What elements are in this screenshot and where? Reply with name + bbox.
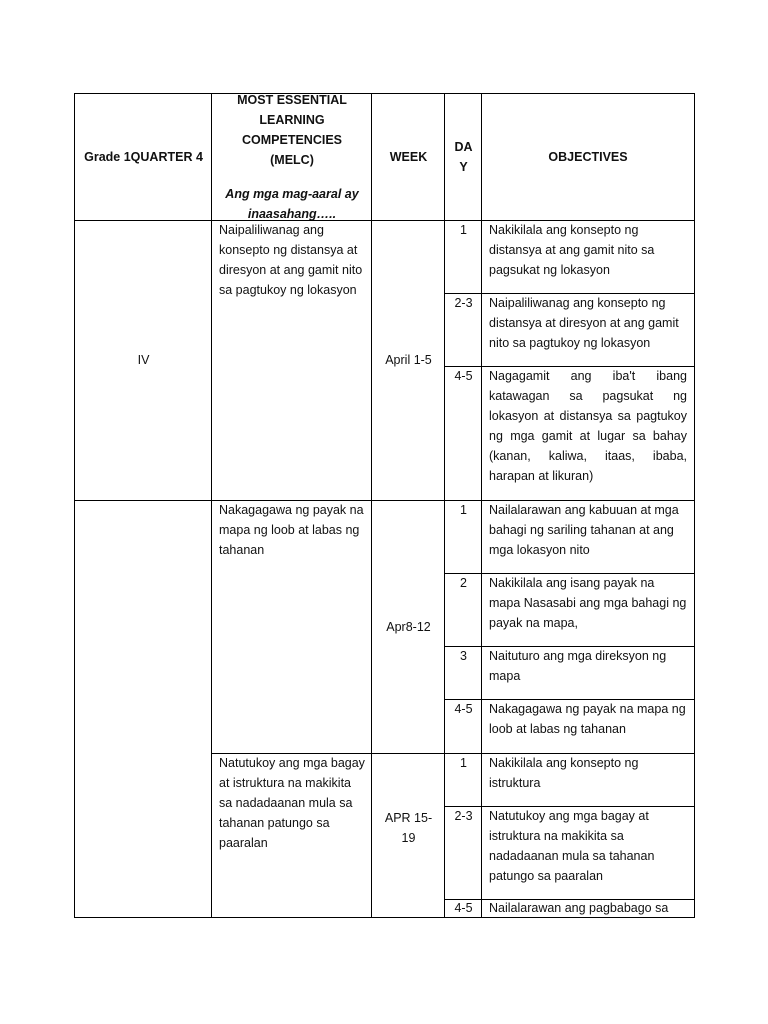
melc-text: Naipaliliwanag ang konsepto ng distansya at diresyon at ang gamit nito sa pagtukoy ng lokasyon: [219, 223, 363, 297]
day-text: 2: [460, 576, 467, 590]
header-melc: [212, 94, 372, 220]
header-day-line2: Y: [459, 160, 468, 174]
week-cell: [372, 500, 445, 753]
table-border-left: [74, 93, 75, 918]
objective-text: Naipaliliwanag ang konsepto ng distansya at diresyon at ang gamit nito sa pagtukoy ng lokasyon: [489, 296, 679, 350]
objective-cell: [482, 293, 694, 366]
day-text: 1: [460, 503, 467, 517]
header-objectives: [482, 94, 694, 220]
row-divider: [444, 899, 695, 900]
day-text: 4-5: [454, 369, 473, 383]
row-divider: [444, 573, 695, 574]
objective-text: Nailalarawan ang pagbabago sa: [489, 901, 669, 915]
day-text: 2-3: [454, 809, 473, 823]
objective-text: Nakagagawa ng payak na mapa ng loob at labas ng tahanan: [489, 702, 686, 736]
melc-cell: [212, 220, 372, 500]
objective-cell: [482, 899, 694, 918]
objective-cell: [482, 500, 694, 573]
quarter-cell: [75, 220, 212, 500]
day-cell: [445, 220, 482, 293]
day-cell: [445, 646, 482, 699]
objective-text: Nakikilala ang konsepto ng distansya at ang gamit nito sa pagsukat ng lokasyon: [489, 223, 655, 277]
objective-cell: [482, 646, 694, 699]
melc-cell: [212, 753, 372, 918]
objective-cell: [482, 699, 694, 753]
quarter-label: IV: [137, 353, 150, 367]
group-divider: [74, 500, 695, 501]
day-cell: [445, 573, 482, 646]
day-cell: [445, 899, 482, 918]
objective-cell: [482, 366, 694, 500]
objective-text: Nakikilala ang konsepto ng istruktura: [489, 756, 639, 790]
day-text: 4-5: [454, 702, 473, 716]
day-text: 3: [460, 649, 467, 663]
objective-text: Nagagamit ang iba't ibang katawagan sa pagsukat ng lokasyon at distansya sa pagtukoy ng mga gamit at lugar sa bahay (kanan, kaliwa, itaas, ibaba, harapan at likuran): [489, 369, 687, 483]
day-text: 4-5: [454, 901, 473, 915]
objective-cell: [482, 573, 694, 646]
column-divider: [444, 93, 445, 918]
objective-text: Natutukoy ang mga bagay at istruktura na makikita sa nadadaanan mula sa tahanan patungo sa paaralan: [489, 809, 655, 883]
day-cell: [445, 293, 482, 366]
row-divider: [444, 699, 695, 700]
objective-text: Nailalarawan ang kabuuan at mga bahagi ng sariling tahanan at ang mga lokasyon nito: [489, 503, 679, 557]
objective-cell: [482, 806, 694, 899]
melc-text: Natutukoy ang mga bagay at istruktura na makikita sa nadadaanan mula sa tahanan patungo sa paaralan: [219, 756, 365, 850]
table-border-top: [74, 93, 695, 94]
day-text: 2-3: [454, 296, 473, 310]
week-cell: [372, 753, 445, 903]
header-melc-title: MOST ESSENTIAL LEARNING COMPETENCIES (MELC): [237, 94, 347, 167]
week-text: Apr8-12: [386, 619, 431, 634]
group-divider: [211, 753, 695, 754]
day-text: 1: [460, 756, 467, 770]
row-divider: [444, 646, 695, 647]
header-divider: [74, 220, 695, 221]
melc-text: Nakagagawa ng payak na mapa ng loob at labas ng tahanan: [219, 503, 364, 557]
row-divider: [444, 366, 695, 367]
objective-cell: [482, 753, 694, 806]
column-divider: [211, 93, 212, 918]
column-divider: [481, 93, 482, 918]
row-divider: [444, 293, 695, 294]
day-text: 1: [460, 223, 467, 237]
melc-cell: [212, 500, 372, 753]
objective-cell: [482, 220, 694, 293]
table-border-bottom: [74, 917, 695, 918]
objective-text: Nakikilala ang isang payak na mapa Nasasabi ang mga bahagi ng payak na mapa,: [489, 576, 687, 630]
objective-text: Naituturo ang mga direksyon ng mapa: [489, 649, 667, 683]
header-week: [372, 94, 445, 220]
header-day: [445, 94, 482, 220]
row-divider: [444, 806, 695, 807]
header-objectives-text: OBJECTIVES: [548, 150, 628, 164]
column-divider: [371, 93, 372, 918]
week-cell: [372, 220, 445, 500]
week-text: April 1-5: [385, 353, 432, 367]
day-cell: [445, 806, 482, 899]
header-melc-subtitle: Ang mga mag-aaral ay inaasahang…..: [225, 187, 359, 220]
day-cell: [445, 699, 482, 753]
day-cell: [445, 500, 482, 573]
header-grade-quarter-text: Grade 1QUARTER 4: [84, 150, 203, 164]
header-day-line1: DA: [454, 140, 473, 154]
day-cell: [445, 753, 482, 806]
day-cell: [445, 366, 482, 500]
header-grade-quarter: [75, 94, 212, 220]
header-week-text: WEEK: [389, 150, 428, 164]
table-border-right: [694, 93, 695, 918]
week-text: APR 15-19: [384, 811, 433, 845]
